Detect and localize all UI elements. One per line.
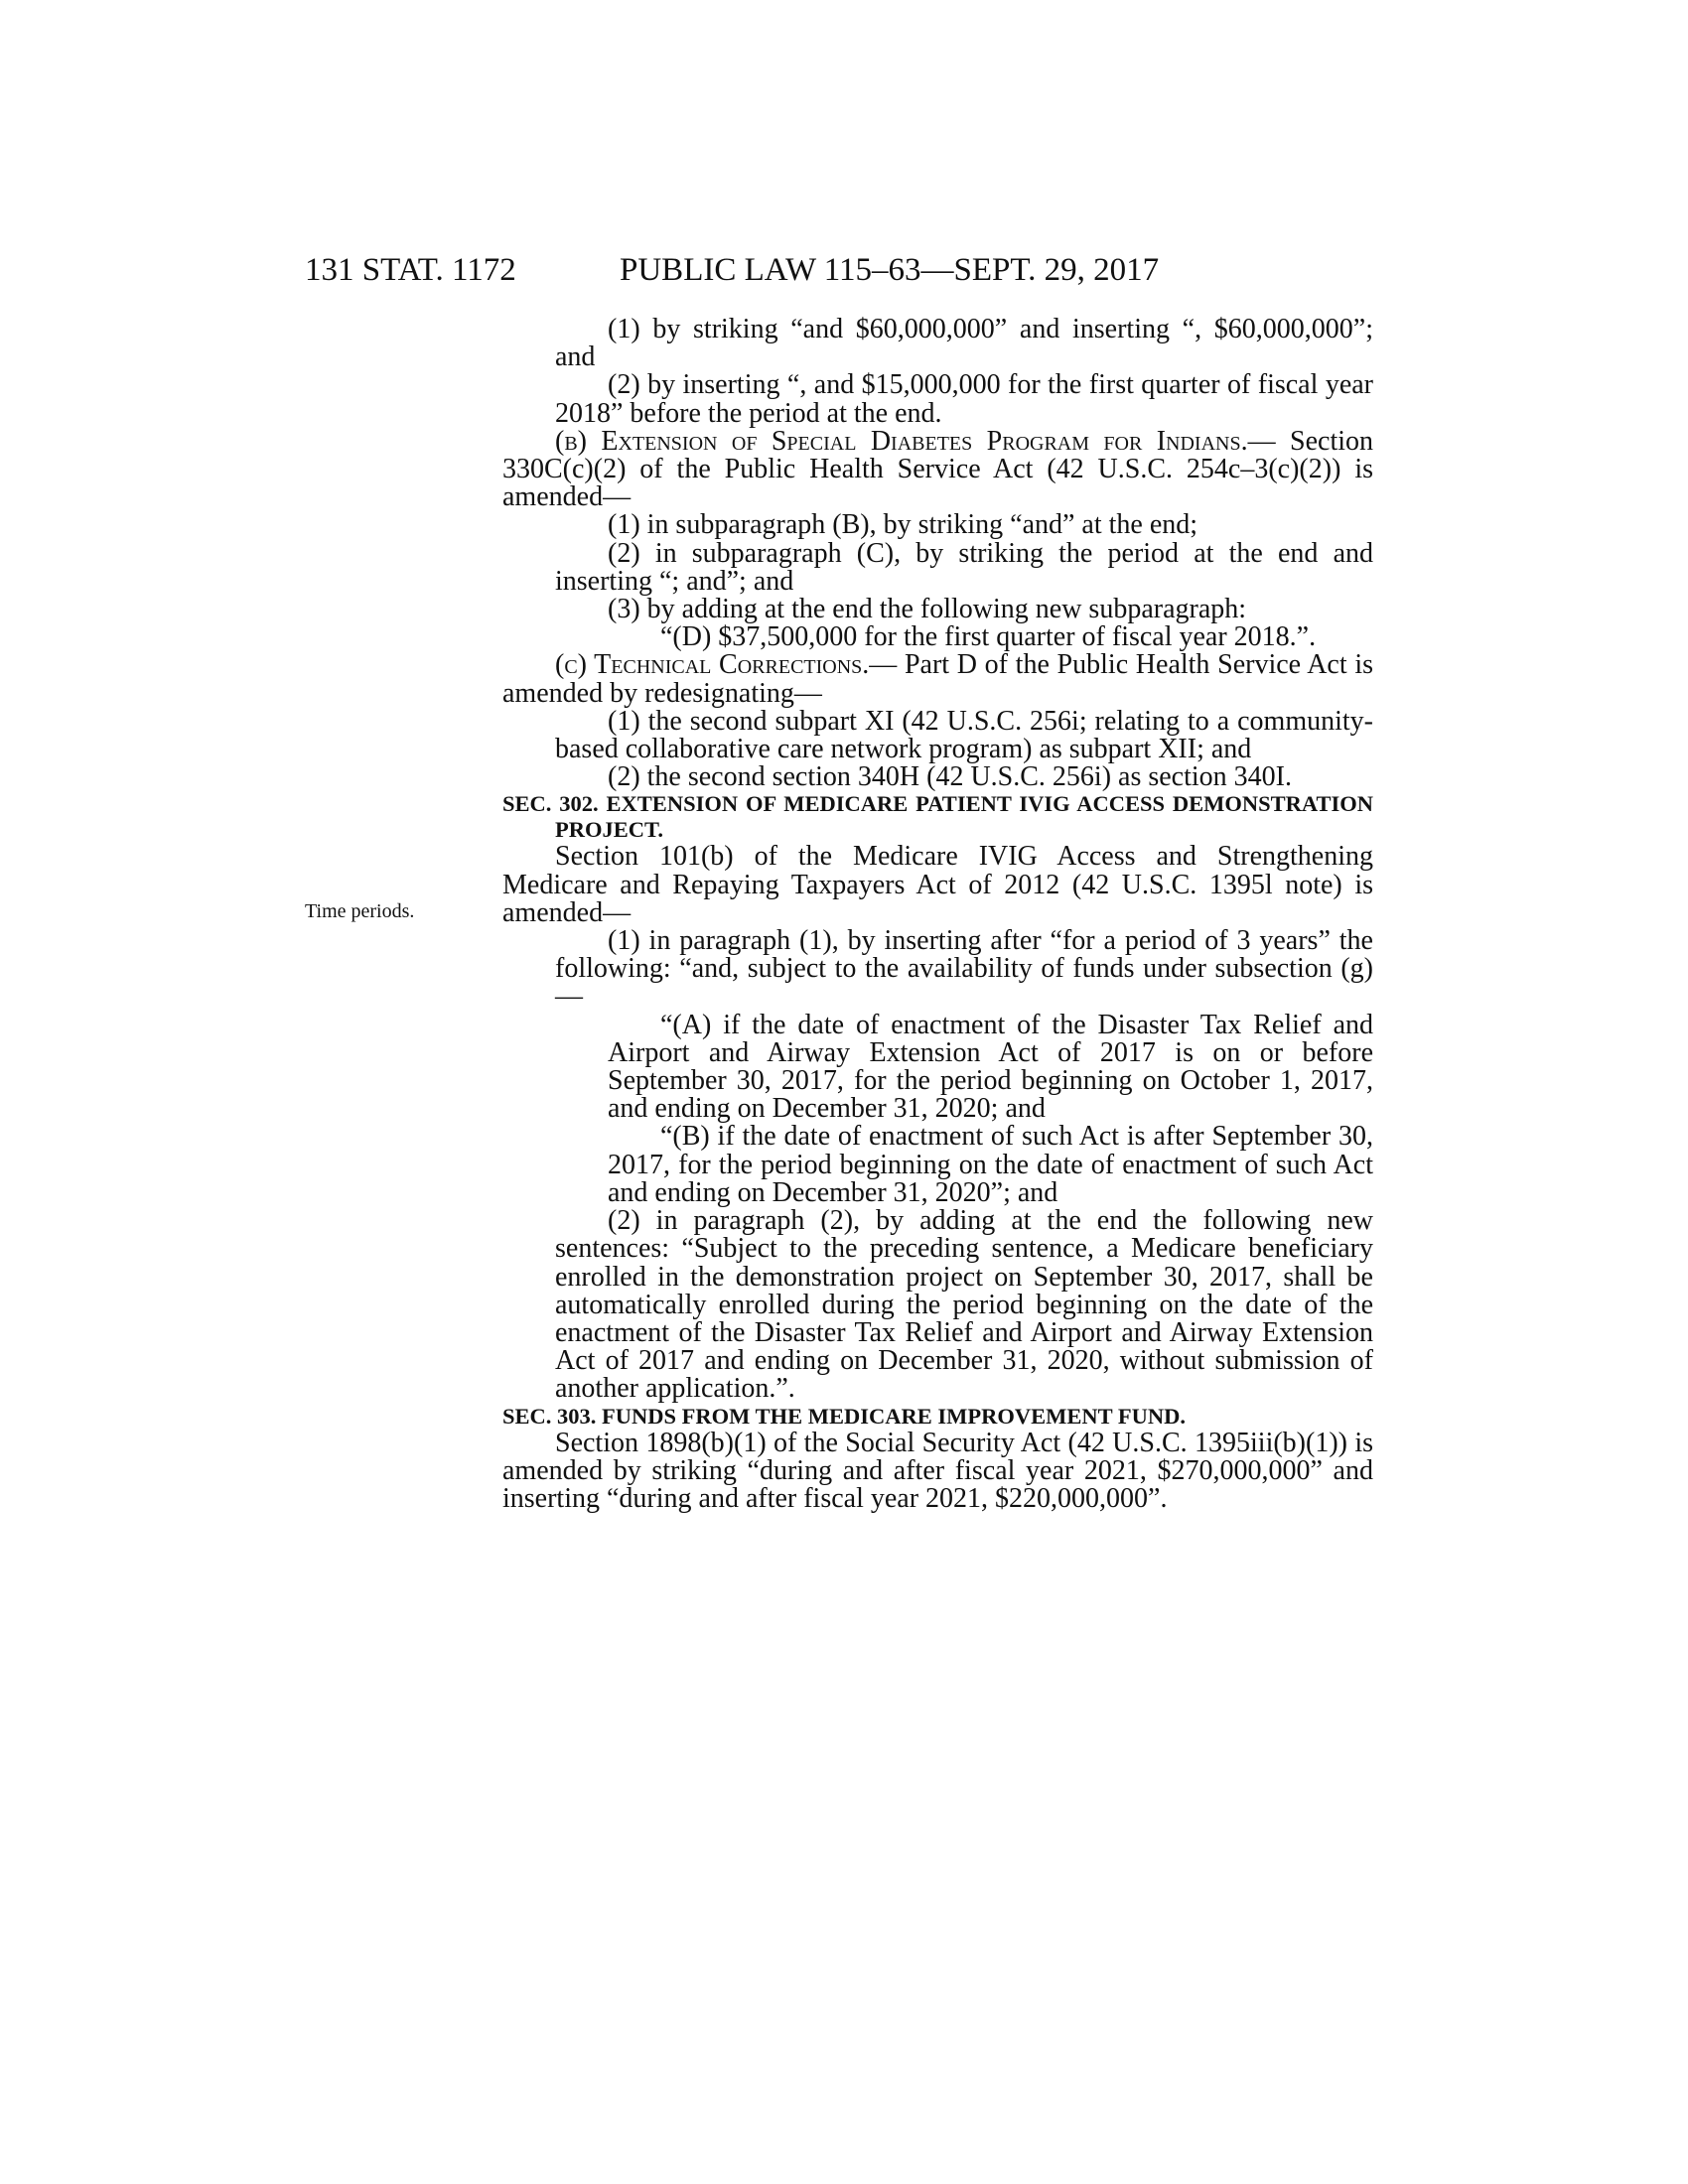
section-302-item-1-b: “(B) if the date of enactment of such Act is after September 30, 2017, for the period beginning on the date of enactment of such Act and ending on December 31, 2020”; and [608,1121,1373,1208]
subsection-c-item-2: (2) the second section 340H (42 U.S.C. 256i) as section 340I. [608,761,1292,793]
subsection-b-heading: (b) Extension of Special Diabetes Program for Indians.— [555,425,1276,457]
subsection-b-item-2: (2) in subparagraph (C), by striking the period at the end and inserting “; and”; and [555,537,1373,597]
subsection-b-new-subparagraph-d: “(D) $37,500,000 for the first quarter of fiscal year 2018.”. [660,621,1317,653]
subsection-c-text: Part D of the Public Health Service Act is amended by redesignating— [502,649,1373,709]
subsection-c [502,651,1373,707]
subsection-b [502,425,1374,513]
section-302-item-1-a: “(A) if the date of enactment of the Disaster Tax Relief and Airport and Airway Extension Act of 2017 is on or before September 30, 2017, for the period beginning on October 1, 2017, and ending on December 31, 2020; and [608,1009,1373,1125]
section-302-intro: Section 101(b) of the Medicare IVIG Access and Strengthening Medicare and Repaying Taxpayers Act of 2012 (42 U.S.C. 1395l note) is amended— [502,841,1373,928]
section-302-item-1: (1) in paragraph (1), by inserting after “for a period of 3 years” the following: “and, subject to the availability of funds under subsection (g)— [555,925,1373,1013]
paragraph-1: (1) by striking “and $60,000,000” and inserting “, $60,000,000”; and [555,314,1373,373]
section-302-item-2: (2) in paragraph (2), by adding at the end the following new sentences: “Subject to the preceding sentence, a Medicare beneficiary enrolled in the demonstration project on September 30, 2017, shall be automatically enrolled during the period beginning on the date of the enactment of the Disaster Tax Relief and Airport and Airway Extension Act of 2017 and ending on December 31, 2020, without submission of another application.”. [555,1205,1373,1405]
subsection-b-item-1: (1) in subparagraph (B), by striking “and” at the end; [608,509,1198,541]
subsection-c-heading: (c) Technical Corrections.— [555,649,898,681]
statute-page-number: 131 STAT. 1172 [305,252,516,288]
section-303-heading: SEC. 303. FUNDS FROM THE MEDICARE IMPROVEMENT FUND. [502,1403,1186,1429]
paragraph-2: (2) by inserting “, and $15,000,000 for the first quarter of fiscal year 2018” before the period at the end. [555,369,1373,429]
document-body [502,316,1373,1513]
running-header-title: PUBLIC LAW 115–63—SEPT. 29, 2017 [620,252,1160,288]
subsection-b-item-3: (3) by adding at the end the following new subparagraph: [608,594,1247,625]
section-302-heading: SEC. 302. EXTENSION OF MEDICARE PATIENT IVIG ACCESS DEMONSTRATION PROJECT. [502,791,1373,843]
margin-note: Time periods. [305,900,415,922]
subsection-b-text: Section 330C(c)(2) of the Public Health Service Act (42 U.S.C. 254c–3(c)(2)) is amended— [502,425,1374,513]
section-303-text: Section 1898(b)(1) of the Social Security Act (42 U.S.C. 1395iii(b)(1)) is amended by striking “during and after fiscal year 2021, $270,000,000” and inserting “during and after fiscal year 2021, $220,000,000”. [502,1427,1373,1514]
subsection-c-item-1: (1) the second subpart XI (42 U.S.C. 256i; relating to a community-based collaborative care network program) as subpart XII; and [555,705,1373,765]
